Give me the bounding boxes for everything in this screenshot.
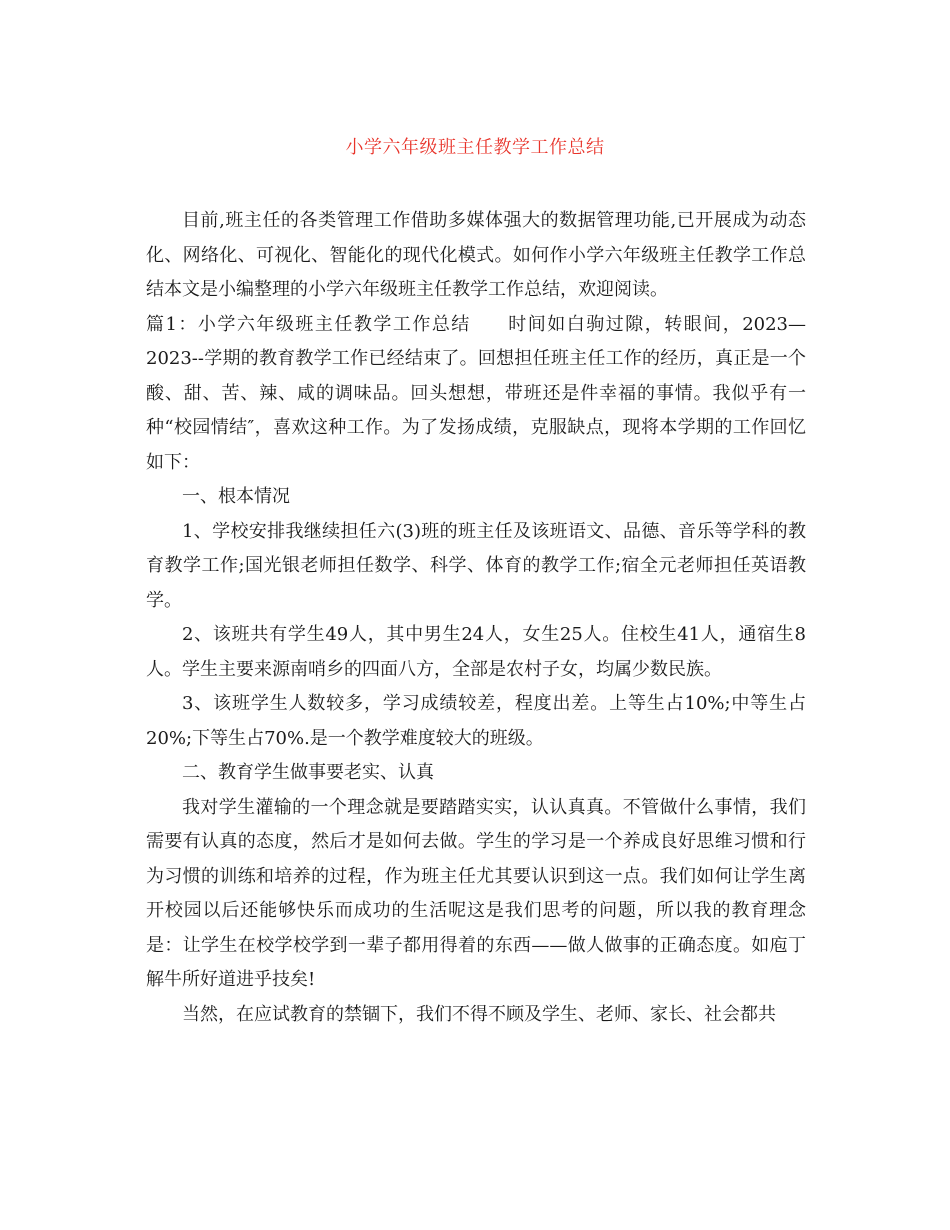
article-opening-text: 时间如白驹过隙，转眼间，2023—2023--学期的教育教学工作已经结束了。回想担任班主任工作的经历，真正是一个酸、甜、苦、辣、咸的调味品。回头想想，带班还是件幸福的事情。我似乎有一种“校园情结″，喜欢这种工作。为了发扬成绩，克服缺点，现将本学期的工作回忆如下： [146,313,807,473]
document-body [146,204,806,1032]
article1-paragraph [146,308,806,481]
section-heading-education: 二、教育学生做事要老实、认真 [182,762,434,783]
body-paragraph: 当然，在应试教育的禁锢下，我们不得不顾及学生、老师、家长、社会都共 [182,1003,776,1025]
article-heading: 篇1：小学六年级班主任教学工作总结 [146,313,471,335]
list-item: 2、该班共有学生49人，其中男生24人，女生25人。住校生41人，通宿生8人。学生主要来源南哨乡的四面八方，全部是农村子女，均属少数民族。 [146,624,806,680]
section-heading-basic: 一、根本情况 [182,486,290,507]
intro-paragraph: 目前,班主任的各类管理工作借助多媒体强大的数据管理功能,已开展成为动态化、网络化、可视化、智能化的现代化模式。如何作小学六年级班主任教学工作总结本文是小编整理的小学六年级班主任教学工作总结，欢迎阅读。 [146,210,806,300]
document-title: 小学六年级班主任教学工作总结 [345,137,605,158]
list-item: 3、该班学生人数较多，学习成绩较差，程度出差。上等生占10%;中等生占20%;下等生占70%.是一个教学难度较大的班级。 [146,693,806,749]
body-paragraph: 我对学生灌输的一个理念就是要踏踏实实，认认真真。不管做什么事情，我们需要有认真的态度，然后才是如何去做。学生的学习是一个养成良好思维习惯和行为习惯的训练和培养的过程，作为班主任尤其要认识到这一点。我们如何让学生离开校园以后还能够快乐而成功的生活呢这是我们思考的问题，所以我的教育理念是：让学生在校学校学到一辈子都用得着的东西——做人做事的正确态度。如庖丁解牛所好道进乎技矣! [146,796,806,990]
list-item: 1、学校安排我继续担任六(3)班的班主任及该班语文、品德、音乐等学科的教育教学工作;国光银老师担任数学、科学、体育的教学工作;宿全元老师担任英语教学。 [146,520,806,611]
